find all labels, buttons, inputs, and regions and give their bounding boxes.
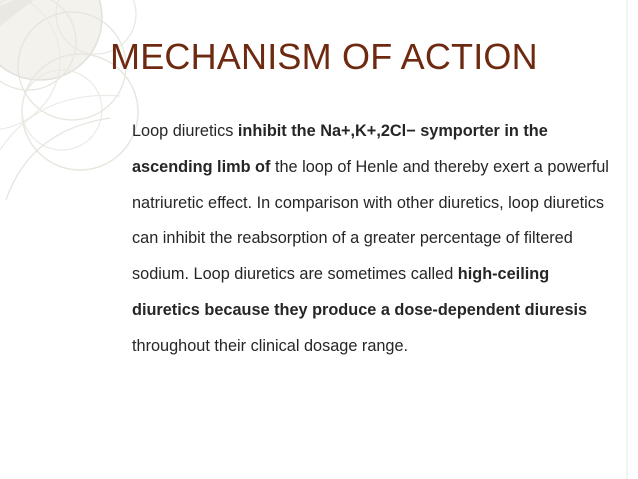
slide-title: MECHANISM OF ACTION: [110, 36, 538, 77]
emphasized-text: inhibit the Na+,K+,2Cl− symporter in the ascending limb of: [132, 122, 548, 176]
body-text-run: the loop of Henle and thereby exert a powerful natriuretic effect. In comparison with other diuretics, loop diuretics can inhibit the reabsorption of a greater percentage of filtered sodium. Loop diuretics are sometimes called: [132, 157, 609, 284]
emphasized-text: high-ceiling diuretics because they produce a dose-dependent diuresis: [132, 265, 588, 319]
body-text-run: Loop diuretics: [132, 122, 238, 140]
body-text-run: throughout their clinical dosage range.: [132, 336, 409, 355]
slide-body-paragraph: [132, 114, 618, 365]
